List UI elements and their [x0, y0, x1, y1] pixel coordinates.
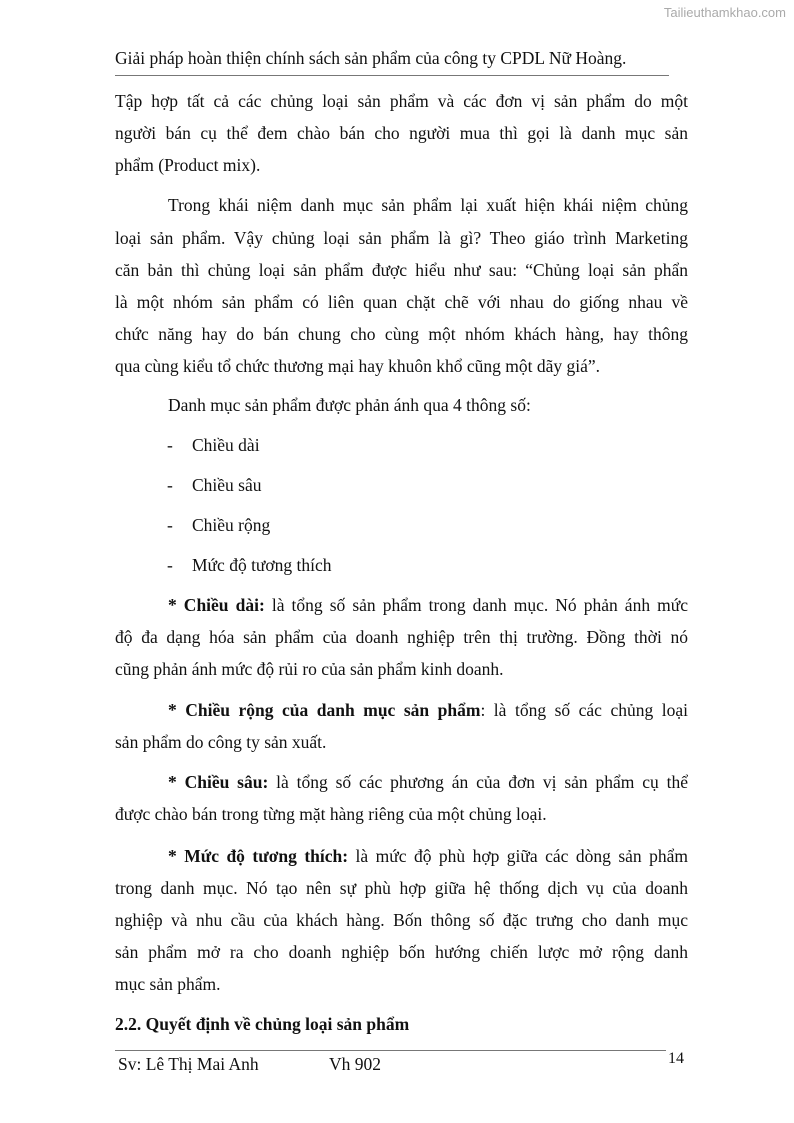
paragraph-line: loại sản phẩm. Vậy chủng loại sản phẩm là gì? Theo giáo trình Marketing [115, 228, 688, 248]
paragraph-line: là một nhóm sản phẩm có liên quan chặt chẽ với nhau do giống nhau về [115, 292, 688, 312]
paragraph-line: cũng phản ánh mức độ rủi ro của sản phẩm kinh doanh. [115, 659, 504, 679]
paragraph-line: độ đa dạng hóa sản phẩm của doanh nghiệp trên thị trường. Đồng thời nó [115, 627, 688, 647]
paragraph-line: trong danh mục. Nó tạo nên sự phù hợp giữa hệ thống dịch vụ của doanh [115, 878, 688, 898]
running-header: Giải pháp hoàn thiện chính sách sản phẩm của công ty CPDL Nữ Hoàng. [115, 48, 627, 68]
paragraph-line: nghiệp và nhu cầu của khách hàng. Bốn thông số đặc trưng cho danh mục [115, 910, 688, 930]
paragraph-line: sản phẩm mở ra cho doanh nghiệp bốn hướng chiến lược mở rộng danh [115, 942, 688, 962]
paragraph-line: được chào bán trong từng mặt hàng riêng của một chủng loại. [115, 804, 547, 824]
definition-line: * Chiều dài: là tổng số sản phẩm trong danh mục. Nó phản ánh mức [168, 595, 688, 615]
paragraph-line: căn bản thì chủng loại sản phẩm được hiểu như sau: “Chủng loại sản phẩn [115, 260, 688, 280]
paragraph-line: mục sản phẩm. [115, 974, 221, 994]
footer-class: Vh 902 [329, 1054, 382, 1074]
dash-bullet: - [167, 515, 173, 535]
watermark: Tailieuthamkhao.com [663, 5, 786, 20]
paragraph-line: sản phẩm do công ty sản xuất. [115, 732, 327, 752]
term: * Chiều rộng của danh mục sản phẩm [168, 700, 481, 720]
dash-bullet: - [167, 435, 173, 455]
section-heading: 2.2. Quyết định về chủng loại sản phẩm [115, 1014, 410, 1034]
definition-line: * Mức độ tương thích: là mức độ phù hợp giữa các dòng sản phẩm [168, 846, 688, 866]
header-divider [115, 75, 669, 76]
footer-student: Sv: Lê Thị Mai Anh [118, 1054, 259, 1074]
definition-line: * Chiều sâu: là tổng số các phương án của đơn vị sản phẩm cụ thể [168, 772, 688, 792]
paragraph-line: chức năng hay do bán chung cho cùng một nhóm khách hàng, hay thông [115, 324, 688, 344]
term: * Chiều sâu: [168, 772, 269, 792]
term: * Chiều dài: [168, 595, 265, 615]
page-number: 14 [668, 1050, 684, 1067]
definition-line: * Chiều rộng của danh mục sản phẩm: là tổng số các chủng loại [168, 700, 688, 720]
footer-divider [115, 1050, 666, 1051]
dash-bullet: - [167, 475, 173, 495]
list-item: - Mức độ tương thích [115, 553, 688, 577]
dash-bullet: - [167, 555, 173, 575]
paragraph-line: qua cùng kiểu tổ chức thương mại hay khuôn khổ cũng một dãy giá”. [115, 356, 601, 376]
list-item: - Chiều dài [115, 433, 688, 457]
paragraph-line: Danh mục sản phẩm được phản ánh qua 4 thông số: [168, 395, 531, 415]
paragraph-line: Tập hợp tất cả các chủng loại sản phẩm và các đơn vị sản phẩm do một [115, 91, 688, 111]
list-item: - Chiều rộng [115, 513, 688, 537]
term: * Mức độ tương thích: [168, 846, 349, 866]
paragraph-line: Trong khái niệm danh mục sản phẩm lại xuất hiện khái niệm chủng [168, 195, 688, 215]
paragraph-line: người bán cụ thể đem chào bán cho người mua thì gọi là danh mục sản [115, 123, 688, 143]
paragraph-line: phẩm (Product mix). [115, 155, 261, 175]
list-item: - Chiều sâu [115, 473, 688, 497]
